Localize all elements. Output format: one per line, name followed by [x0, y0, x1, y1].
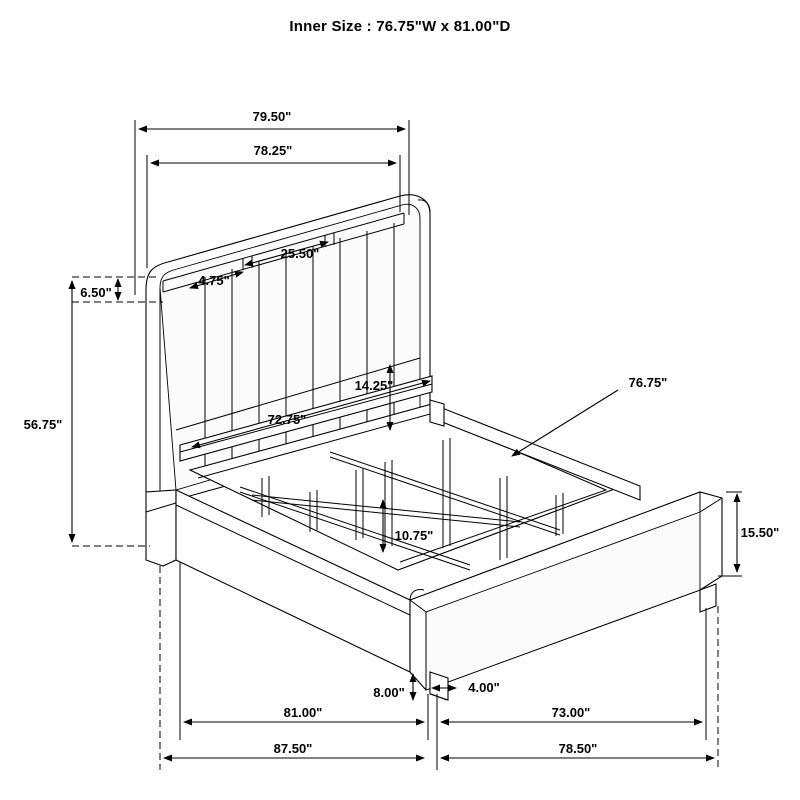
page-title: Inner Size : 76.75"W x 81.00"D	[289, 18, 511, 35]
dim-mattress-width-callout: 76.75"	[628, 375, 668, 390]
dim-rail-gap: 14.25"	[354, 378, 394, 393]
dim-overall-depth-left: 87.50"	[273, 741, 313, 756]
dim-side-length-right: 73.00"	[551, 705, 591, 720]
dim-shelf-panel-width: 25.50"	[280, 246, 320, 261]
bed-illustration	[146, 195, 722, 700]
dim-overall-depth-right: 78.50"	[558, 741, 598, 756]
dim-leg-height: 8.00"	[373, 685, 405, 700]
dim-overall-height: 56.75"	[23, 417, 63, 432]
dim-shelf-depth: 4.75"	[198, 273, 230, 288]
dim-slat-clearance: 10.75"	[394, 528, 434, 543]
dim-overall-width-top: 79.50"	[252, 109, 292, 124]
dim-side-length-left: 81.00"	[283, 705, 323, 720]
dim-leg-offset: 4.00"	[468, 680, 500, 695]
dim-headboard-width: 78.25"	[253, 143, 293, 158]
dim-inner-width-rail: 72.75"	[267, 412, 307, 427]
dim-footboard-height: 15.50"	[740, 525, 780, 540]
dim-shelf-height: 6.50"	[80, 285, 112, 300]
